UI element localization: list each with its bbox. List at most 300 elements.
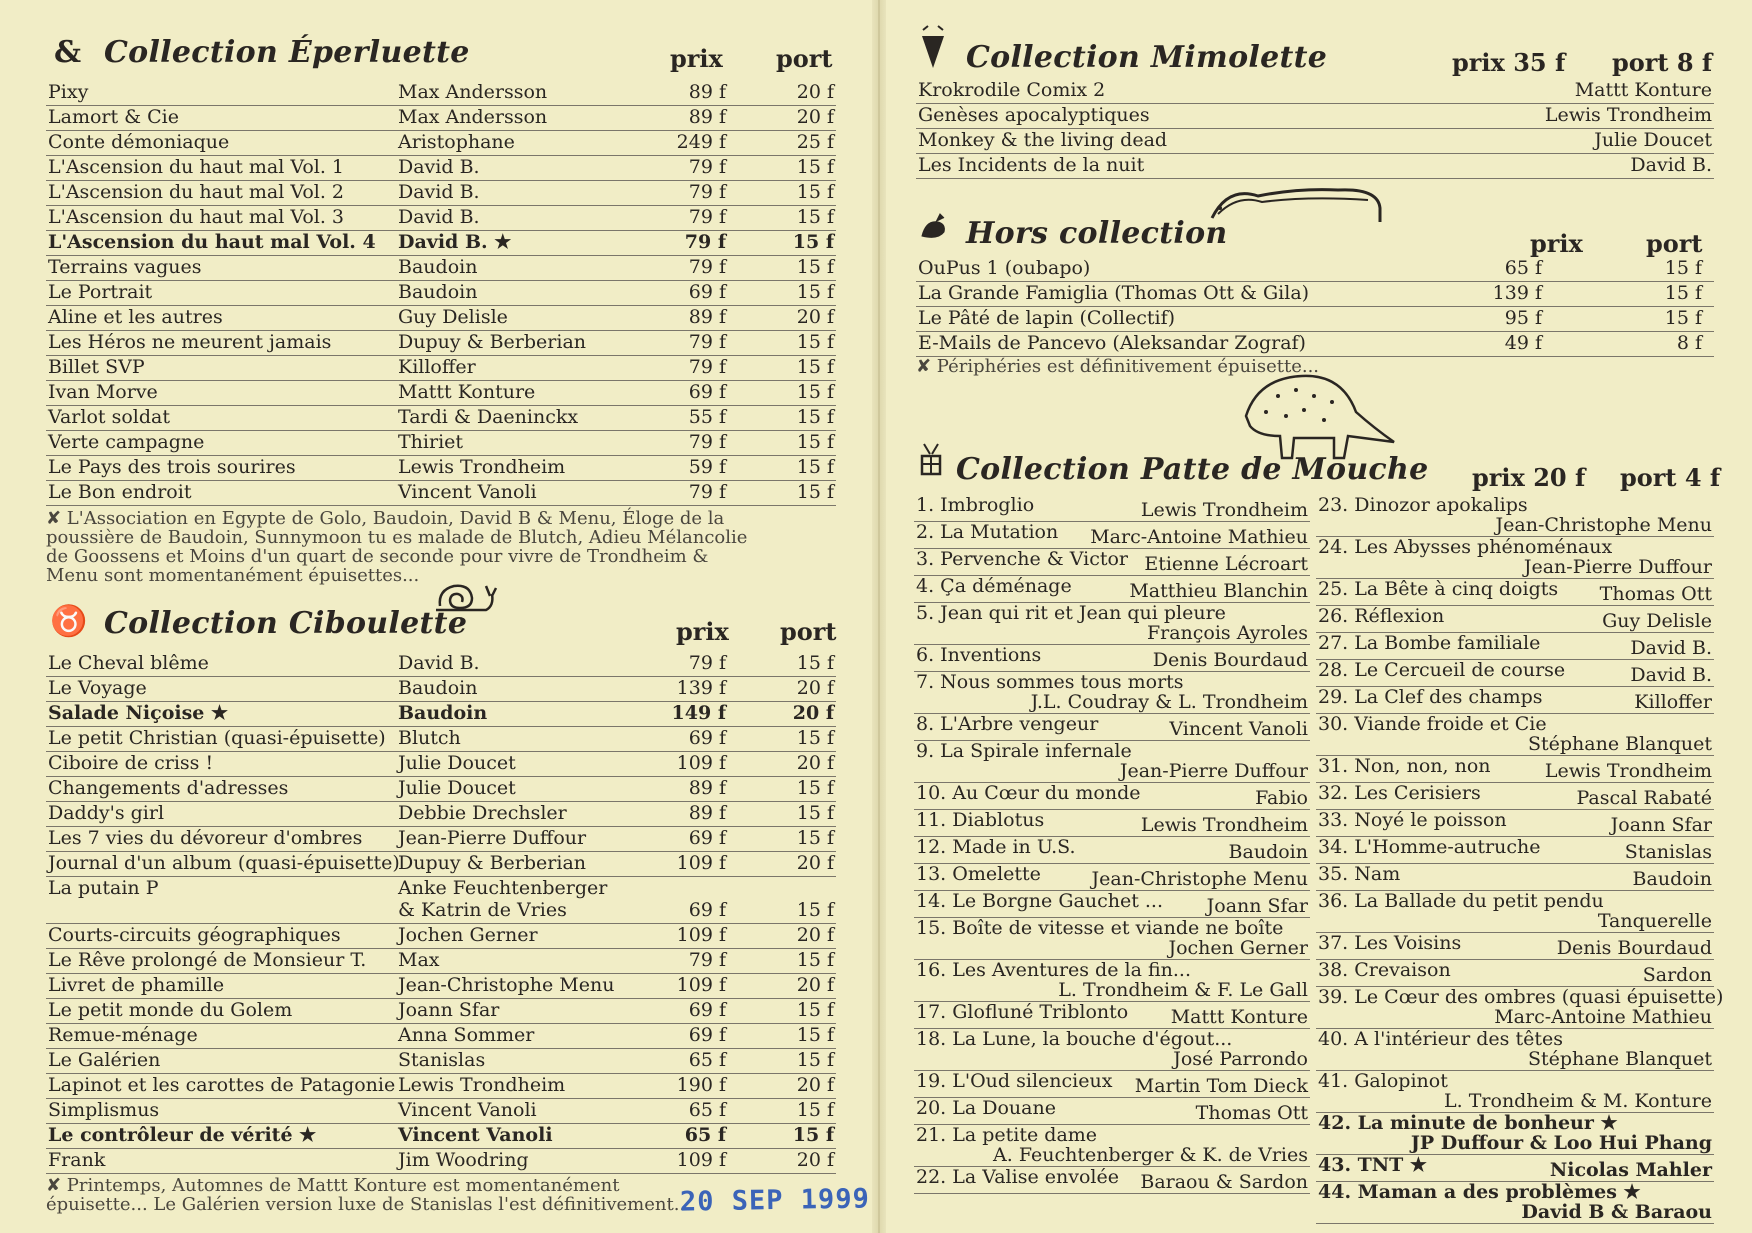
book-title: Le Pays des trois sourires bbox=[48, 456, 296, 478]
table-row bbox=[46, 1048, 836, 1074]
book-title: Changements d'adresses bbox=[48, 777, 289, 799]
book-title: Billet SVP bbox=[48, 356, 145, 378]
book-author: Mattt Konture bbox=[398, 381, 536, 403]
table-row bbox=[46, 1098, 836, 1124]
ciboulette-prix-header: prix bbox=[676, 617, 729, 646]
list-item bbox=[914, 1028, 1310, 1071]
list-item bbox=[914, 863, 1310, 891]
book-title: Varlot soldat bbox=[48, 406, 170, 428]
table-row bbox=[46, 973, 836, 999]
page-fold bbox=[878, 0, 880, 1233]
book-author: Julie Doucet bbox=[398, 752, 516, 774]
book-price: 79 f bbox=[684, 231, 726, 253]
book-title: 2. La Mutation bbox=[916, 521, 1059, 543]
fly-icon bbox=[916, 440, 946, 480]
book-title: Le Bon endroit bbox=[48, 481, 192, 503]
book-title: 26. Réflexion bbox=[1318, 605, 1445, 627]
book-shipping: 25 f bbox=[796, 131, 834, 153]
list-item bbox=[1316, 605, 1714, 633]
book-shipping: 20 f bbox=[796, 852, 834, 874]
book-author: Baudoin bbox=[398, 256, 478, 278]
table-row bbox=[916, 78, 1714, 104]
book-title: 16. Les Aventures de la fin... bbox=[916, 959, 1191, 981]
book-author: David B. ★ bbox=[398, 231, 512, 253]
book-price: 89 f bbox=[688, 777, 726, 799]
hors-prix-header: prix bbox=[1530, 229, 1583, 258]
book-author: Max bbox=[398, 949, 440, 971]
book-author: Baudoin bbox=[398, 702, 488, 724]
book-author: Tanquerelle bbox=[1597, 910, 1712, 932]
list-item bbox=[1316, 536, 1714, 579]
patte-prix-header: prix 20 f bbox=[1472, 463, 1586, 492]
book-title: Genèses apocalyptiques bbox=[918, 104, 1150, 126]
book-price: 109 f bbox=[676, 852, 726, 874]
book-author: Guy Delisle bbox=[1602, 610, 1712, 632]
book-shipping: 15 f bbox=[796, 999, 834, 1021]
book-title: Ciboire de criss ! bbox=[48, 752, 214, 774]
book-title: Salade Niçoise ★ bbox=[48, 702, 229, 724]
table-row bbox=[916, 256, 1714, 282]
book-title: 15. Boîte de vitesse et viande ne boîte bbox=[916, 917, 1284, 939]
book-price: 65 f bbox=[688, 1099, 726, 1121]
book-shipping: 15 f bbox=[1664, 307, 1702, 329]
book-price: 79 f bbox=[688, 949, 726, 971]
book-author: Martin Tom Dieck bbox=[1134, 1075, 1308, 1097]
book-price: 79 f bbox=[688, 481, 726, 503]
book-author: Anna Sommer bbox=[398, 1024, 535, 1046]
book-shipping: 20 f bbox=[796, 1149, 834, 1171]
table-row bbox=[46, 851, 836, 877]
book-author: David B. bbox=[1630, 637, 1712, 659]
book-author: José Parrondo bbox=[1173, 1048, 1308, 1070]
table-row bbox=[46, 923, 836, 949]
list-item bbox=[914, 1097, 1310, 1125]
book-price: 190 f bbox=[676, 1074, 726, 1096]
table-row bbox=[916, 153, 1714, 179]
book-title: L'Ascension du haut mal Vol. 3 bbox=[48, 206, 345, 228]
book-shipping: 15 f bbox=[796, 281, 834, 303]
table-row bbox=[46, 105, 836, 131]
table-row bbox=[46, 305, 836, 331]
book-price: 79 f bbox=[688, 652, 726, 674]
book-author: Jochen Gerner bbox=[1168, 937, 1308, 959]
list-item bbox=[1316, 890, 1714, 933]
book-author: Baudoin bbox=[398, 281, 478, 303]
book-title: Courts-circuits géographiques bbox=[48, 924, 341, 946]
list-item bbox=[1316, 686, 1714, 714]
list-item bbox=[914, 602, 1310, 645]
book-author: Baudoin bbox=[398, 677, 478, 699]
book-shipping: 15 f bbox=[792, 231, 834, 253]
book-title: Ivan Morve bbox=[48, 381, 158, 403]
book-author: Dupuy & Berberian bbox=[398, 852, 587, 874]
book-shipping: 15 f bbox=[796, 1049, 834, 1071]
book-author: David B. bbox=[1630, 664, 1712, 686]
book-title: Le Galérien bbox=[48, 1049, 161, 1071]
book-author: Denis Bourdaud bbox=[1152, 649, 1308, 671]
list-item bbox=[1316, 632, 1714, 660]
list-item bbox=[1316, 932, 1714, 960]
book-title: 29. La Clef des champs bbox=[1318, 686, 1543, 708]
book-title: Aline et les autres bbox=[48, 306, 223, 328]
book-title: La putain P bbox=[48, 877, 159, 899]
table-row bbox=[46, 330, 836, 356]
book-title: 20. La Douane bbox=[916, 1097, 1056, 1119]
list-item bbox=[914, 890, 1310, 918]
book-title: La Grande Famiglia (Thomas Ott & Gila) bbox=[918, 282, 1310, 304]
book-shipping: 20 f bbox=[796, 677, 834, 699]
book-shipping: 15 f bbox=[796, 1024, 834, 1046]
book-author: Jean-Christophe Menu bbox=[1495, 514, 1712, 536]
book-title: 39. Le Cœur des ombres (quasi épuisette) bbox=[1318, 986, 1724, 1008]
table-row bbox=[46, 701, 836, 727]
mimolette-port-header: port 8 f bbox=[1612, 48, 1713, 77]
date-stamp: 20 SEP 1999 bbox=[679, 1183, 871, 1218]
book-shipping: 15 f bbox=[796, 406, 834, 428]
list-item bbox=[1316, 836, 1714, 864]
book-author: JP Duffour & Loo Hui Phang bbox=[1410, 1132, 1712, 1154]
table-row bbox=[916, 103, 1714, 129]
book-title: 22. La Valise envolée bbox=[916, 1166, 1119, 1188]
book-shipping: 15 f bbox=[796, 156, 834, 178]
book-title: 5. Jean qui rit et Jean qui pleure bbox=[916, 602, 1226, 624]
patte-port-header: port 4 f bbox=[1620, 463, 1721, 492]
hors-title: Hors collection bbox=[966, 216, 1228, 251]
list-item bbox=[914, 671, 1310, 714]
book-title: 35. Nam bbox=[1318, 863, 1401, 885]
book-author: David B. bbox=[398, 181, 480, 203]
book-shipping: 15 f bbox=[796, 431, 834, 453]
book-price: 69 f bbox=[688, 827, 726, 849]
book-title: 24. Les Abysses phénoménaux bbox=[1318, 536, 1613, 558]
book-title: 25. La Bête à cinq doigts bbox=[1318, 578, 1559, 600]
book-title: 37. Les Voisins bbox=[1318, 932, 1462, 954]
mimolette-icon bbox=[920, 24, 946, 72]
book-author: Mattt Konture bbox=[1170, 1006, 1308, 1028]
book-shipping: 15 f bbox=[1664, 282, 1702, 304]
list-item bbox=[1316, 782, 1714, 810]
table-row bbox=[46, 230, 836, 256]
list-item bbox=[914, 917, 1310, 960]
book-title: 12. Made in U.S. bbox=[916, 836, 1076, 858]
table-row bbox=[46, 651, 836, 677]
book-author: Thomas Ott bbox=[1599, 583, 1712, 605]
list-item bbox=[914, 1070, 1310, 1098]
book-shipping: 15 f bbox=[796, 777, 834, 799]
table-row bbox=[46, 998, 836, 1024]
book-title: OuPus 1 (oubapo) bbox=[918, 257, 1091, 279]
book-price: 59 f bbox=[688, 456, 726, 478]
book-price: 55 f bbox=[688, 406, 726, 428]
ampersand-icon: & bbox=[54, 35, 82, 70]
book-title: 32. Les Cerisiers bbox=[1318, 782, 1481, 804]
book-author: Fabio bbox=[1255, 787, 1308, 809]
book-author: Lewis Trondheim bbox=[1544, 760, 1712, 782]
book-author: Stanislas bbox=[1624, 841, 1712, 863]
book-author: David B. bbox=[398, 206, 480, 228]
table-row bbox=[46, 80, 836, 106]
book-title: Le Rêve prolongé de Monsieur T. bbox=[48, 949, 367, 971]
list-item bbox=[914, 713, 1310, 741]
book-price: 69 f bbox=[688, 381, 726, 403]
book-author: Nicolas Mahler bbox=[1549, 1159, 1712, 1181]
dinosaur-drawing bbox=[1238, 366, 1398, 462]
book-title: 1. Imbroglio bbox=[916, 494, 1035, 516]
list-item bbox=[1316, 1154, 1714, 1182]
book-price: 79 f bbox=[688, 156, 726, 178]
list-item bbox=[914, 782, 1310, 810]
list-item bbox=[914, 959, 1310, 1002]
book-shipping: 15 f bbox=[796, 356, 834, 378]
book-price: 109 f bbox=[676, 974, 726, 996]
book-price: 89 f bbox=[688, 81, 726, 103]
book-title: 30. Viande froide et Cie bbox=[1318, 713, 1547, 735]
book-title: L'Ascension du haut mal Vol. 4 bbox=[48, 231, 376, 253]
book-author: Thomas Ott bbox=[1195, 1102, 1308, 1124]
book-author: Lewis Trondheim bbox=[398, 1074, 566, 1096]
book-author: Killoffer bbox=[1634, 691, 1712, 713]
book-price: 65 f bbox=[684, 1124, 726, 1146]
book-shipping: 20 f bbox=[796, 974, 834, 996]
book-title: 41. Galopinot bbox=[1318, 1070, 1448, 1092]
book-shipping: 15 f bbox=[796, 481, 834, 503]
book-author: Jean-Christophe Menu bbox=[1091, 868, 1308, 890]
book-author: Max Andersson bbox=[398, 106, 548, 128]
mimolette-prix-header: prix 35 f bbox=[1452, 48, 1566, 77]
book-shipping: 15 f bbox=[796, 827, 834, 849]
book-title: 8. L'Arbre vengeur bbox=[916, 713, 1099, 735]
table-row bbox=[46, 948, 836, 974]
list-item bbox=[1316, 1181, 1714, 1224]
book-title: 21. La petite dame bbox=[916, 1124, 1098, 1146]
book-author: Guy Delisle bbox=[398, 306, 508, 328]
book-price: 65 f bbox=[688, 1049, 726, 1071]
book-title: 36. La Ballade du petit pendu bbox=[1318, 890, 1604, 912]
book-author: Tardi & Daeninckx bbox=[398, 406, 579, 428]
book-author: Joann Sfar bbox=[1610, 814, 1712, 836]
book-author: Jim Woodring bbox=[398, 1149, 529, 1171]
book-price: 109 f bbox=[676, 924, 726, 946]
eperluette-note: ✘ L'Association en Egypte de Golo, Baudoin, David B & Menu, Éloge de la poussière de Baudoin, Sunnymoon tu es malade de Blutch, Adieu Mélancolie de Goossens et Moins d'un quart de seconde pour vivre de Trondheim & Menu sont momentanément épuisettes... bbox=[46, 508, 748, 586]
list-item bbox=[914, 575, 1310, 603]
book-author: Baudoin bbox=[1228, 841, 1308, 863]
book-title: Remue-ménage bbox=[48, 1024, 198, 1046]
book-price: 79 f bbox=[688, 431, 726, 453]
book-author: Mattt Konture bbox=[1574, 79, 1712, 101]
hors-port-header: port bbox=[1646, 229, 1703, 258]
book-price: 95 f bbox=[1504, 307, 1542, 329]
book-title: 44. Maman a des problèmes ★ bbox=[1318, 1181, 1641, 1203]
book-author: Lewis Trondheim bbox=[1544, 104, 1712, 126]
table-row bbox=[46, 826, 836, 852]
mimolette-title: Collection Mimolette bbox=[966, 40, 1328, 75]
book-shipping: 20 f bbox=[796, 81, 834, 103]
list-item bbox=[914, 1124, 1310, 1167]
list-item bbox=[914, 1166, 1310, 1194]
ciboulette-note: ✘ Printemps, Automnes de Mattt Konture est momentanément épuisette... Le Galérien version luxe de Stanislas l'est définitivement... bbox=[46, 1175, 691, 1215]
book-author-2: & Katrin de Vries bbox=[398, 899, 567, 921]
book-title: Terrains vagues bbox=[48, 256, 202, 278]
book-author: Jean-Pierre Duffour bbox=[1119, 760, 1308, 782]
book-title: Le Pâté de lapin (Collectif) bbox=[918, 307, 1176, 329]
list-item bbox=[914, 494, 1310, 522]
book-title: 10. Au Cœur du monde bbox=[916, 782, 1141, 804]
book-price: 249 f bbox=[676, 131, 726, 153]
book-author: Anke Feuchtenberger bbox=[398, 877, 608, 899]
book-title: 7. Nous sommes tous morts bbox=[916, 671, 1184, 693]
list-item bbox=[914, 644, 1310, 672]
book-title: 34. L'Homme-autruche bbox=[1318, 836, 1541, 858]
book-title: 9. La Spirale infernale bbox=[916, 740, 1132, 762]
book-author: David B. bbox=[1630, 154, 1712, 176]
book-price: 89 f bbox=[688, 802, 726, 824]
book-author: A. Feuchtenberger & K. de Vries bbox=[993, 1144, 1308, 1166]
table-row bbox=[46, 1123, 836, 1149]
book-author: Stéphane Blanquet bbox=[1527, 1048, 1712, 1070]
book-shipping: 20 f bbox=[796, 752, 834, 774]
table-row bbox=[46, 455, 836, 481]
table-row bbox=[46, 380, 836, 406]
book-title: Simplismus bbox=[48, 1099, 160, 1121]
book-title: Monkey & the living dead bbox=[918, 129, 1168, 151]
book-title: Lapinot et les carottes de Patagonie bbox=[48, 1074, 396, 1096]
book-author: Stéphane Blanquet bbox=[1527, 733, 1712, 755]
book-author: Denis Bourdaud bbox=[1556, 937, 1712, 959]
book-shipping: 15 f bbox=[796, 899, 834, 921]
table-row bbox=[46, 205, 836, 231]
book-author: David B. bbox=[398, 652, 480, 674]
book-author: Julie Doucet bbox=[1594, 129, 1712, 151]
book-price: 139 f bbox=[676, 677, 726, 699]
book-author: Killoffer bbox=[398, 356, 476, 378]
book-author: Jean-Pierre Duffour bbox=[1523, 556, 1712, 578]
table-row bbox=[46, 155, 836, 181]
book-price: 49 f bbox=[1504, 332, 1542, 354]
book-price: 69 f bbox=[688, 727, 726, 749]
book-title: Frank bbox=[48, 1149, 106, 1171]
book-author: J.L. Coudray & L. Trondheim bbox=[1030, 691, 1308, 713]
book-author: David B. bbox=[398, 156, 480, 178]
ciboulette-port-header: port bbox=[780, 617, 837, 646]
book-author: Vincent Vanoli bbox=[398, 481, 537, 503]
book-author: Lewis Trondheim bbox=[1140, 814, 1308, 836]
book-title: 6. Inventions bbox=[916, 644, 1042, 666]
book-author: Etienne Lécroart bbox=[1144, 553, 1308, 575]
book-author: David B & Baraou bbox=[1521, 1201, 1712, 1223]
book-shipping: 15 f bbox=[796, 256, 834, 278]
book-shipping: 15 f bbox=[796, 802, 834, 824]
table-row bbox=[46, 180, 836, 206]
book-price: 79 f bbox=[688, 206, 726, 228]
book-price: 109 f bbox=[676, 1149, 726, 1171]
book-price: 69 f bbox=[688, 1024, 726, 1046]
book-author: Pascal Rabaté bbox=[1576, 787, 1712, 809]
book-title: Le petit Christian (quasi-épuisette) bbox=[48, 727, 386, 749]
table-row bbox=[46, 1023, 836, 1049]
book-title: 27. La Bombe familiale bbox=[1318, 632, 1541, 654]
list-item bbox=[914, 809, 1310, 837]
book-price: 139 f bbox=[1492, 282, 1542, 304]
book-author: Julie Doucet bbox=[398, 777, 516, 799]
book-shipping: 8 f bbox=[1676, 332, 1702, 354]
table-row bbox=[46, 280, 836, 306]
book-title: 13. Omelette bbox=[916, 863, 1041, 885]
book-title: 14. Le Borgne Gauchet ... bbox=[916, 890, 1163, 912]
book-shipping: 20 f bbox=[796, 1074, 834, 1096]
book-title: 33. Noyé le poisson bbox=[1318, 809, 1507, 831]
book-shipping: 15 f bbox=[796, 181, 834, 203]
book-author: Aristophane bbox=[398, 131, 515, 153]
book-title: Le contrôleur de vérité ★ bbox=[48, 1124, 317, 1146]
book-shipping: 15 f bbox=[796, 652, 834, 674]
book-author: Baudoin bbox=[1632, 868, 1712, 890]
book-author: Sardon bbox=[1642, 964, 1712, 986]
list-item bbox=[914, 836, 1310, 864]
book-shipping: 15 f bbox=[792, 1124, 834, 1146]
book-author: Thiriet bbox=[398, 431, 464, 453]
list-item bbox=[1316, 494, 1714, 537]
book-title: L'Ascension du haut mal Vol. 1 bbox=[48, 156, 345, 178]
table-row bbox=[46, 801, 836, 827]
book-title: Le Portrait bbox=[48, 281, 153, 303]
book-shipping: 15 f bbox=[796, 949, 834, 971]
book-shipping: 20 f bbox=[796, 106, 834, 128]
book-title: E-Mails de Pancevo (Aleksandar Zograf) bbox=[918, 332, 1306, 354]
book-author: Blutch bbox=[398, 727, 461, 749]
book-price: 65 f bbox=[1504, 257, 1542, 279]
book-shipping: 20 f bbox=[796, 924, 834, 946]
list-item bbox=[1316, 1028, 1714, 1071]
bird-icon bbox=[918, 210, 950, 242]
table-row bbox=[46, 1073, 836, 1099]
list-item bbox=[1316, 713, 1714, 756]
book-price: 69 f bbox=[688, 281, 726, 303]
book-shipping: 15 f bbox=[796, 727, 834, 749]
book-author: Joann Sfar bbox=[398, 999, 500, 1021]
ciboulette-title: Collection Ciboulette bbox=[104, 606, 468, 641]
list-item bbox=[1316, 578, 1714, 606]
book-author: Lewis Trondheim bbox=[1140, 499, 1308, 521]
table-row bbox=[46, 676, 836, 702]
book-shipping: 15 f bbox=[796, 456, 834, 478]
list-item bbox=[1316, 659, 1714, 687]
book-author: Matthieu Blanchin bbox=[1129, 580, 1308, 602]
book-author: Vincent Vanoli bbox=[1169, 718, 1308, 740]
book-title: L'Ascension du haut mal Vol. 2 bbox=[48, 181, 345, 203]
book-shipping: 20 f bbox=[796, 306, 834, 328]
book-title: Livret de phamille bbox=[48, 974, 225, 996]
book-title: Conte démoniaque bbox=[48, 131, 230, 153]
eperluette-title: Collection Éperluette bbox=[104, 35, 470, 70]
list-item bbox=[914, 548, 1310, 576]
book-title: Le petit monde du Golem bbox=[48, 999, 293, 1021]
book-title: Daddy's girl bbox=[48, 802, 165, 824]
book-title: 38. Crevaison bbox=[1318, 959, 1451, 981]
book-title: 18. La Lune, la bouche d'égout... bbox=[916, 1028, 1233, 1050]
book-author: Vincent Vanoli bbox=[398, 1099, 537, 1121]
book-author: Jean-Christophe Menu bbox=[398, 974, 615, 996]
list-item bbox=[1316, 863, 1714, 891]
book-shipping: 15 f bbox=[796, 331, 834, 353]
table-row bbox=[46, 255, 836, 281]
book-author: Jean-Pierre Duffour bbox=[398, 827, 587, 849]
book-author: Stanislas bbox=[398, 1049, 486, 1071]
book-author: Marc-Antoine Mathieu bbox=[1494, 1006, 1712, 1028]
list-item bbox=[1316, 755, 1714, 783]
book-title: 23. Dinozor apokalips bbox=[1318, 494, 1528, 516]
table-row bbox=[916, 306, 1714, 332]
book-title: 4. Ça déménage bbox=[916, 575, 1072, 597]
